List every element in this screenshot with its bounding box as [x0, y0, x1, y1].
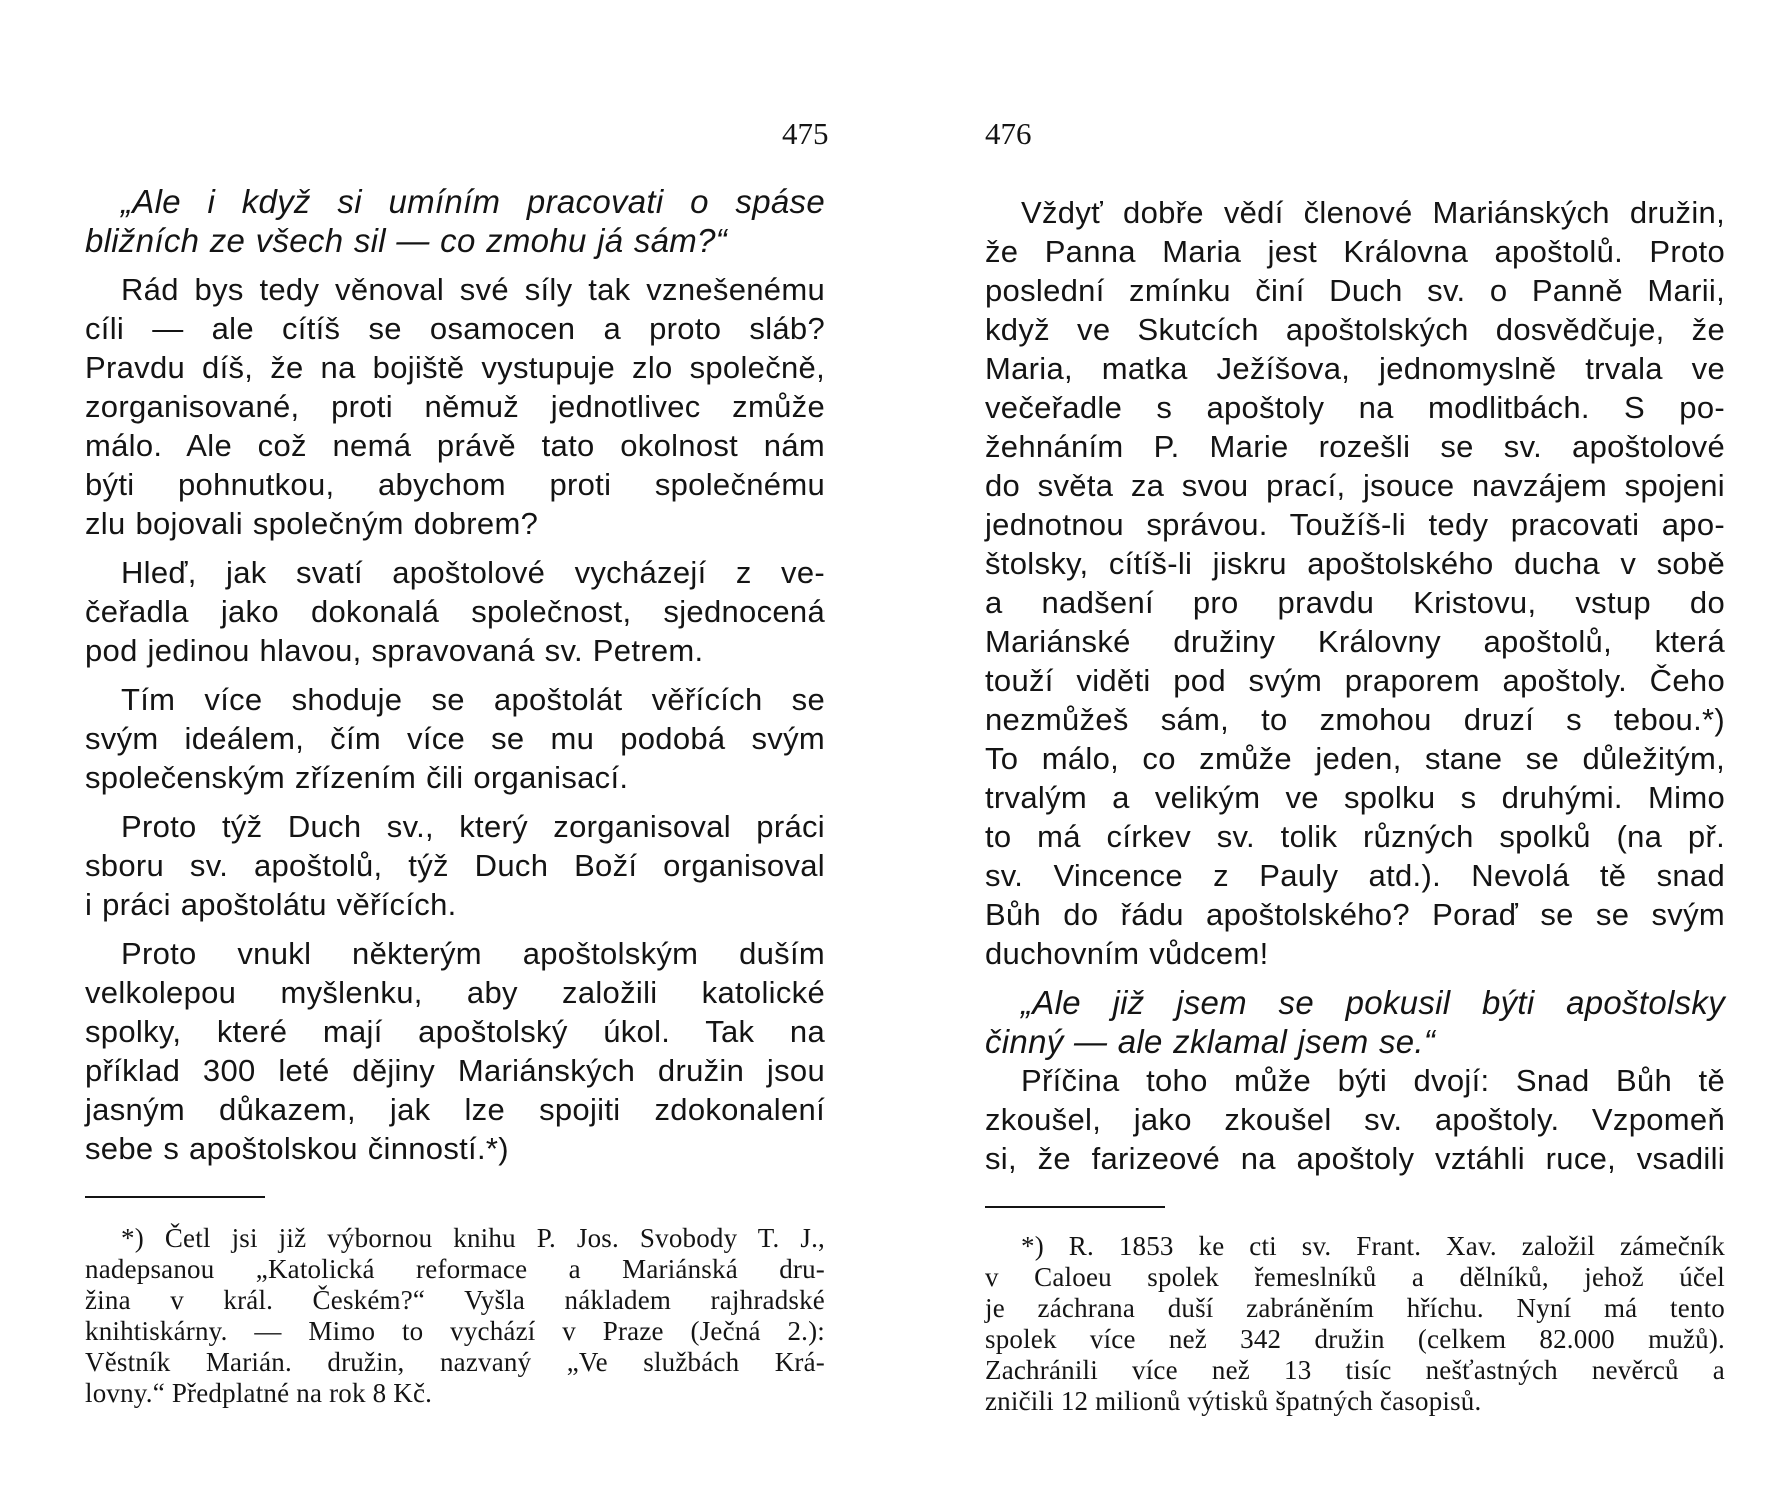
- footnote-line: žina v král. Českém?“ Vyšla nákladem rajhradské: [85, 1285, 825, 1315]
- text-line: když ve Skutcích apoštolských dosvědčuje, že: [985, 312, 1725, 347]
- text-line: cíli — ale cítíš se osamocen a proto sláb?: [85, 311, 825, 346]
- text-line: Maria, matka Ježíšova, jednomyslně trvala ve: [985, 351, 1725, 386]
- footnote-divider: [985, 1206, 1165, 1208]
- text-line: velkolepou myšlenku, aby založili katolické: [85, 975, 825, 1010]
- text-line: Tím více shoduje se apoštolát věřících se: [121, 682, 825, 717]
- left-page: [85, 0, 829, 1500]
- text-line: Bůh do řádu apoštolského? Poraď se se svým: [985, 897, 1725, 932]
- text-line: trvalým a velikým ve spolku s druhými. Mimo: [985, 780, 1725, 815]
- text-line: večeřadle s apoštoly na modlitbách. S po-: [985, 390, 1725, 425]
- text-line: společenským zřízením čili organisací.: [85, 760, 629, 795]
- paragraph: [985, 193, 1725, 973]
- footnote-line: Věstník Marián. družin, nazvaný „Ve službách Krá-: [85, 1347, 825, 1377]
- text-line: poslední zmínku činí Duch sv. o Panně Marii,: [985, 273, 1725, 308]
- text-line: Proto týž Duch sv., který zorganisoval práci: [121, 809, 825, 844]
- paragraph: [85, 934, 825, 1168]
- text-line: činný — ale zklamal jsem se.“: [985, 1023, 1436, 1060]
- footnote-line: zničili 12 milionů výtisků špatných časopisů.: [985, 1386, 1482, 1416]
- text-line: Mariánské družiny Královny apoštolů, která: [985, 624, 1725, 659]
- text-line: štolsky, cítíš-li jiskru apoštolského ducha v sobě: [985, 546, 1725, 581]
- body-text: [985, 193, 1725, 1178]
- text-line: málo. Ale což nemá právě tato okolnost nám: [85, 428, 825, 463]
- text-line: touží viděti pod svým praporem apoštoly. Čeho: [985, 663, 1725, 698]
- text-line: To málo, co zmůže jeden, stane se důležitým,: [985, 741, 1725, 776]
- footnote-line: *) Četl jsi již výbornou knihu P. Jos. Svobody T. J.,: [121, 1223, 825, 1253]
- right-page: [985, 0, 1725, 1500]
- page-number: 476: [985, 116, 1032, 151]
- text-line: a nadšení pro pravdu Kristovu, vstup do: [985, 585, 1725, 620]
- text-line: Příčina toho může býti dvojí: Snad Bůh tě: [1021, 1063, 1725, 1098]
- text-line: sboru sv. apoštolů, týž Duch Boží organisoval: [85, 848, 825, 883]
- text-line: Rád bys tedy věnoval své síly tak vznešenému: [121, 272, 825, 307]
- page-number: 475: [782, 116, 829, 151]
- paragraph: [985, 1061, 1725, 1178]
- footnote-line: nadepsanou „Katolická reformace a Mariánská dru-: [85, 1254, 825, 1284]
- footnote-line: *) R. 1853 ke cti sv. Frant. Xav. založil zámečník: [1021, 1231, 1725, 1261]
- text-line: že Panna Maria jest Královna apoštolů. Proto: [985, 234, 1725, 269]
- text-line: spolky, které mají apoštolský úkol. Tak na: [85, 1014, 825, 1049]
- text-line: do světa za svou prací, jsouce navzájem spojeni: [985, 468, 1725, 503]
- text-line: Vždyť dobře vědí členové Mariánských družin,: [1021, 195, 1725, 230]
- paragraph: [85, 807, 825, 924]
- paragraph: [85, 182, 825, 260]
- footnote-line: knihtiskárny. — Mimo to vychází v Praze (Ječná 2.):: [85, 1316, 825, 1346]
- text-line: sebe s apoštolskou činností.*): [85, 1131, 509, 1166]
- text-line: nezmůžeš sám, to zmohou druzí s tebou.*): [985, 702, 1725, 737]
- text-line: si, že farizeové na apoštoly vztáhli ruce, vsadili: [985, 1141, 1725, 1176]
- footnote: [85, 1223, 825, 1409]
- footnote-line: lovny.“ Předplatné na rok 8 Kč.: [85, 1378, 433, 1408]
- text-line: zkoušel, jako zkoušel sv. apoštoly. Vzpomeň: [985, 1102, 1725, 1137]
- text-line: Pravdu díš, že na bojiště vystupuje zlo společně,: [85, 350, 825, 385]
- footnote-line: spolek více než 342 družin (celkem 82.000 mužů).: [985, 1324, 1725, 1354]
- text-line: býti pohnutkou, abychom proti společnému: [85, 467, 825, 502]
- text-line: žehnáním P. Marie rozešli se sv. apoštolové: [985, 429, 1725, 464]
- text-line: to má církev sv. tolik různých spolků (na př.: [985, 819, 1725, 854]
- text-line: sv. Vincence z Pauly atd.). Nevolá tě snad: [985, 858, 1725, 893]
- paragraph: [85, 680, 825, 797]
- paragraph: [85, 270, 825, 543]
- footnote-line: Zachránili více než 13 tisíc nešťastných nevěrců a: [985, 1355, 1725, 1385]
- text-line: „Ale již jsem se pokusil býti apoštolsky: [1021, 984, 1725, 1021]
- text-line: zlu bojovali společným dobrem?: [85, 506, 539, 541]
- paragraph: [985, 983, 1725, 1061]
- text-line: svým ideálem, čím více se mu podobá svým: [85, 721, 825, 756]
- text-line: pod jedinou hlavou, spravovaná sv. Petrem.: [85, 633, 704, 668]
- text-line: i práci apoštolátu věřících.: [85, 887, 457, 922]
- footnote-line: je záchrana duší zabráněním hříchu. Nyní má tento: [985, 1293, 1725, 1323]
- footnote-divider: [85, 1196, 265, 1198]
- text-line: Proto vnukl některým apoštolským duším: [121, 936, 825, 971]
- text-line: jasným důkazem, jak lze spojiti zdokonalení: [85, 1092, 825, 1127]
- paragraph: [85, 553, 825, 670]
- text-line: bližních ze všech sil — co zmohu já sám?“: [85, 222, 728, 259]
- body-text: [85, 182, 825, 1168]
- text-line: zorganisované, proti němuž jednotlivec zmůže: [85, 389, 825, 424]
- footnote: [985, 1231, 1725, 1417]
- text-line: duchovním vůdcem!: [985, 936, 1269, 971]
- footnote-line: v Caloeu spolek řemeslníků a dělníků, jehož účel: [985, 1262, 1725, 1292]
- text-line: čeřadla jako dokonalá společnost, sjednocená: [85, 594, 825, 629]
- text-line: jednotnou správou. Toužíš-li tedy pracovati apo-: [985, 507, 1725, 542]
- text-line: „Ale i když si umíním pracovati o spáse: [121, 183, 825, 220]
- text-line: příklad 300 leté dějiny Mariánských družin jsou: [85, 1053, 825, 1088]
- text-line: Hleď, jak svatí apoštolové vycházejí z ve-: [121, 555, 825, 590]
